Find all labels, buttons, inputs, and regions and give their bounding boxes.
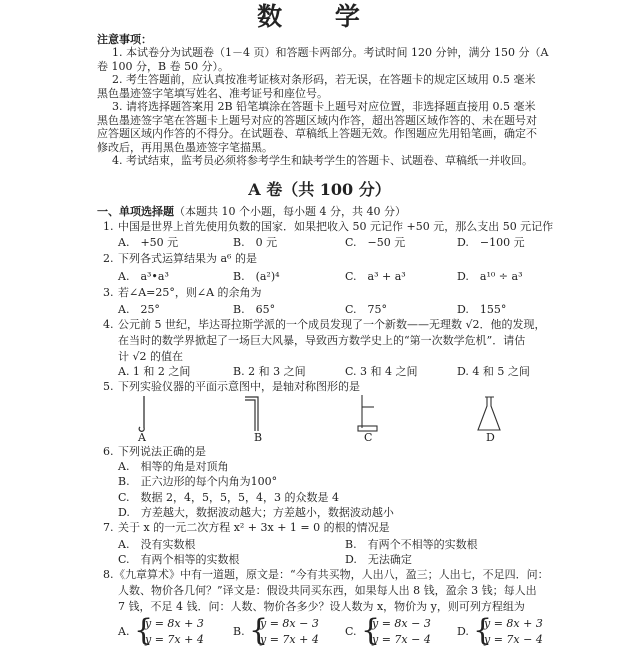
question-number: 1. xyxy=(103,220,114,233)
section-title: A 卷（共 100 分） xyxy=(248,180,391,199)
notice-line: 4. 考试结束，监考员必须将参考学生和缺考学生的答题卡、试题卷、草稿纸一并收回。 xyxy=(112,154,533,167)
option-label: C. xyxy=(345,625,357,638)
option-c: C. 3 和 4 之间 xyxy=(345,365,418,378)
option-b: B. 0 元 xyxy=(233,236,278,249)
figure-label-c: C xyxy=(364,431,373,444)
equation: y = 8x − 3 xyxy=(260,617,319,630)
brace-icon: { xyxy=(361,613,381,648)
option-a: A. 1 和 2 之间 xyxy=(118,365,191,378)
part-desc: （本题共 10 个小题，每小题 4 分，共 40 分） xyxy=(174,205,406,218)
equation: y = 7x + 4 xyxy=(145,633,204,646)
option-b: B. 65° xyxy=(233,303,276,316)
option-c: C. −50 元 xyxy=(345,236,406,249)
instrument-figures xyxy=(0,395,639,435)
option-b: B. 2 和 3 之间 xyxy=(233,365,306,378)
question-text: 在当时的数学界掀起了一场巨大风暴，导致西方数学史上的“第一次数学危机”．请估 xyxy=(118,334,526,347)
option-a: A. a³•a³ xyxy=(118,270,169,283)
question-number: 3. xyxy=(103,286,114,299)
question-text: 下列说法正确的是 xyxy=(118,445,206,458)
notice-heading: 注意事项： xyxy=(97,33,152,46)
question-text: 7 钱，不足 4 钱．问：人数、物价各多少？设人数为 x，物价为 y，则可列方程组为 xyxy=(118,600,525,613)
option-c: C. 数据 2，4，5，5，5，4，3 的众数是 4 xyxy=(118,491,339,504)
iron-stand-figure xyxy=(358,395,377,431)
option-a: A. 25° xyxy=(118,303,160,316)
notice-line: 1. 本试卷分为试题卷（1－4 页）和答题卡两部分。考试时间 120 分钟，满分 150 分（A xyxy=(112,46,549,59)
question-text: 若∠A=25°，则∠A 的余角为 xyxy=(118,286,262,299)
question-number: 2. xyxy=(103,252,114,265)
equation: y = 7x + 4 xyxy=(260,633,319,646)
notice-line: 修改后，再用黑色墨迹签字笔描黑。 xyxy=(97,140,273,154)
brace-icon: { xyxy=(249,613,269,648)
figure-label-a: A xyxy=(138,431,146,444)
brace-icon: { xyxy=(134,613,154,648)
notice-line: 3. 请将选择题答案用 2B 铅笔填涂在答题卡上题号对应位置，非选择题直接用 0.5 毫米 xyxy=(112,100,536,113)
question-text: 计 √2 的值在 xyxy=(118,350,184,363)
option-label: A. xyxy=(118,625,130,638)
equation: y = 7x − 4 xyxy=(484,633,543,646)
notice-line: 2. 考生答题前，应认真按准考证核对条形码，若无误，在答题卡的规定区域用 0.5 毫米 xyxy=(112,73,536,86)
option-d: D. a¹⁰ ÷ a³ xyxy=(457,270,523,283)
question-number: 7. xyxy=(103,521,114,534)
equation: y = 8x − 3 xyxy=(372,617,431,630)
page-title: 数 学 xyxy=(257,2,382,31)
equation: y = 7x − 4 xyxy=(372,633,431,646)
notice-line: 卷 100 分，B 卷 50 分）。 xyxy=(97,59,230,73)
option-c: C. a³ + a³ xyxy=(345,270,406,283)
brace-icon: { xyxy=(473,613,493,648)
question-text: 关于 x 的一元二次方程 x² + 3x + 1 = 0 的根的情况是 xyxy=(118,521,390,534)
notice-line: 应答题区域内作答的不得分。在试题卷、草稿纸上答题无效。作图题应先用铅笔画，确定不 xyxy=(97,127,537,140)
option-b: B. 正六边形的每个内角为100° xyxy=(118,475,278,488)
option-d: D. 无法确定 xyxy=(345,553,412,566)
equation: y = 8x + 3 xyxy=(484,617,543,630)
question-text: 下列实验仪器的平面示意图中，是轴对称图形的是 xyxy=(118,380,360,393)
figure-label-d: D xyxy=(486,431,495,444)
option-a: A. 相等的角是对顶角 xyxy=(118,460,229,473)
option-d: D. 155° xyxy=(457,303,507,316)
bent-tube-figure xyxy=(245,397,258,431)
question-text: 中国是世界上首先使用负数的国家．如果把收入 50 元记作 +50 元，那么支出 50 元记作 xyxy=(118,220,554,233)
question-text: 下列各式运算结果为 a⁶ 的是 xyxy=(118,252,257,265)
question-number: 5. xyxy=(103,380,114,393)
notice-line: 黑色墨迹签字笔填写姓名、准考证号和座位号。 xyxy=(97,86,328,100)
question-number: 4. xyxy=(103,318,114,331)
question-text: 公元前 5 世纪，毕达哥拉斯学派的一个成员发现了一个新数——无理数 √2．他的发现， xyxy=(118,318,546,331)
notice-line: 黑色墨迹签字笔在答题卡上题号对应的答题区域内作答，超出答题区域作答的、未在题号对 xyxy=(97,113,537,127)
option-d: D. 方差越大，数据波动越大；方差越小，数据波动越小 xyxy=(118,506,394,519)
question-text: 《九章算术》中有一道题，原文是：“今有共买物，人出八，盈三；人出七，不足四．问： xyxy=(114,568,549,581)
option-c: C. 75° xyxy=(345,303,388,316)
conical-flask-figure xyxy=(478,397,500,430)
question-number: 6. xyxy=(103,445,114,458)
glass-rod-figure xyxy=(139,396,144,431)
part-label: 一、单项选择题 xyxy=(97,205,174,218)
option-c: C. 有两个相等的实数根 xyxy=(118,553,240,566)
equation: y = 8x + 3 xyxy=(145,617,204,630)
question-number: 8. xyxy=(103,568,114,581)
option-b: B. (a²)⁴ xyxy=(233,270,280,283)
option-label: D. xyxy=(457,625,469,638)
figure-label-b: B xyxy=(254,431,263,444)
part-heading xyxy=(97,205,406,218)
option-label: B. xyxy=(233,625,245,638)
option-d: D. −100 元 xyxy=(457,236,525,249)
option-d: D. 4 和 5 之间 xyxy=(457,365,530,378)
option-a: A. +50 元 xyxy=(118,236,179,249)
option-b: B. 有两个不相等的实数根 xyxy=(345,538,478,551)
option-a: A. 没有实数根 xyxy=(118,538,196,551)
question-text: 人数、物价各几何？”译文是：假设共同买东西，如果每人出 8 钱，盈余 3 钱；每人出 xyxy=(118,584,537,597)
